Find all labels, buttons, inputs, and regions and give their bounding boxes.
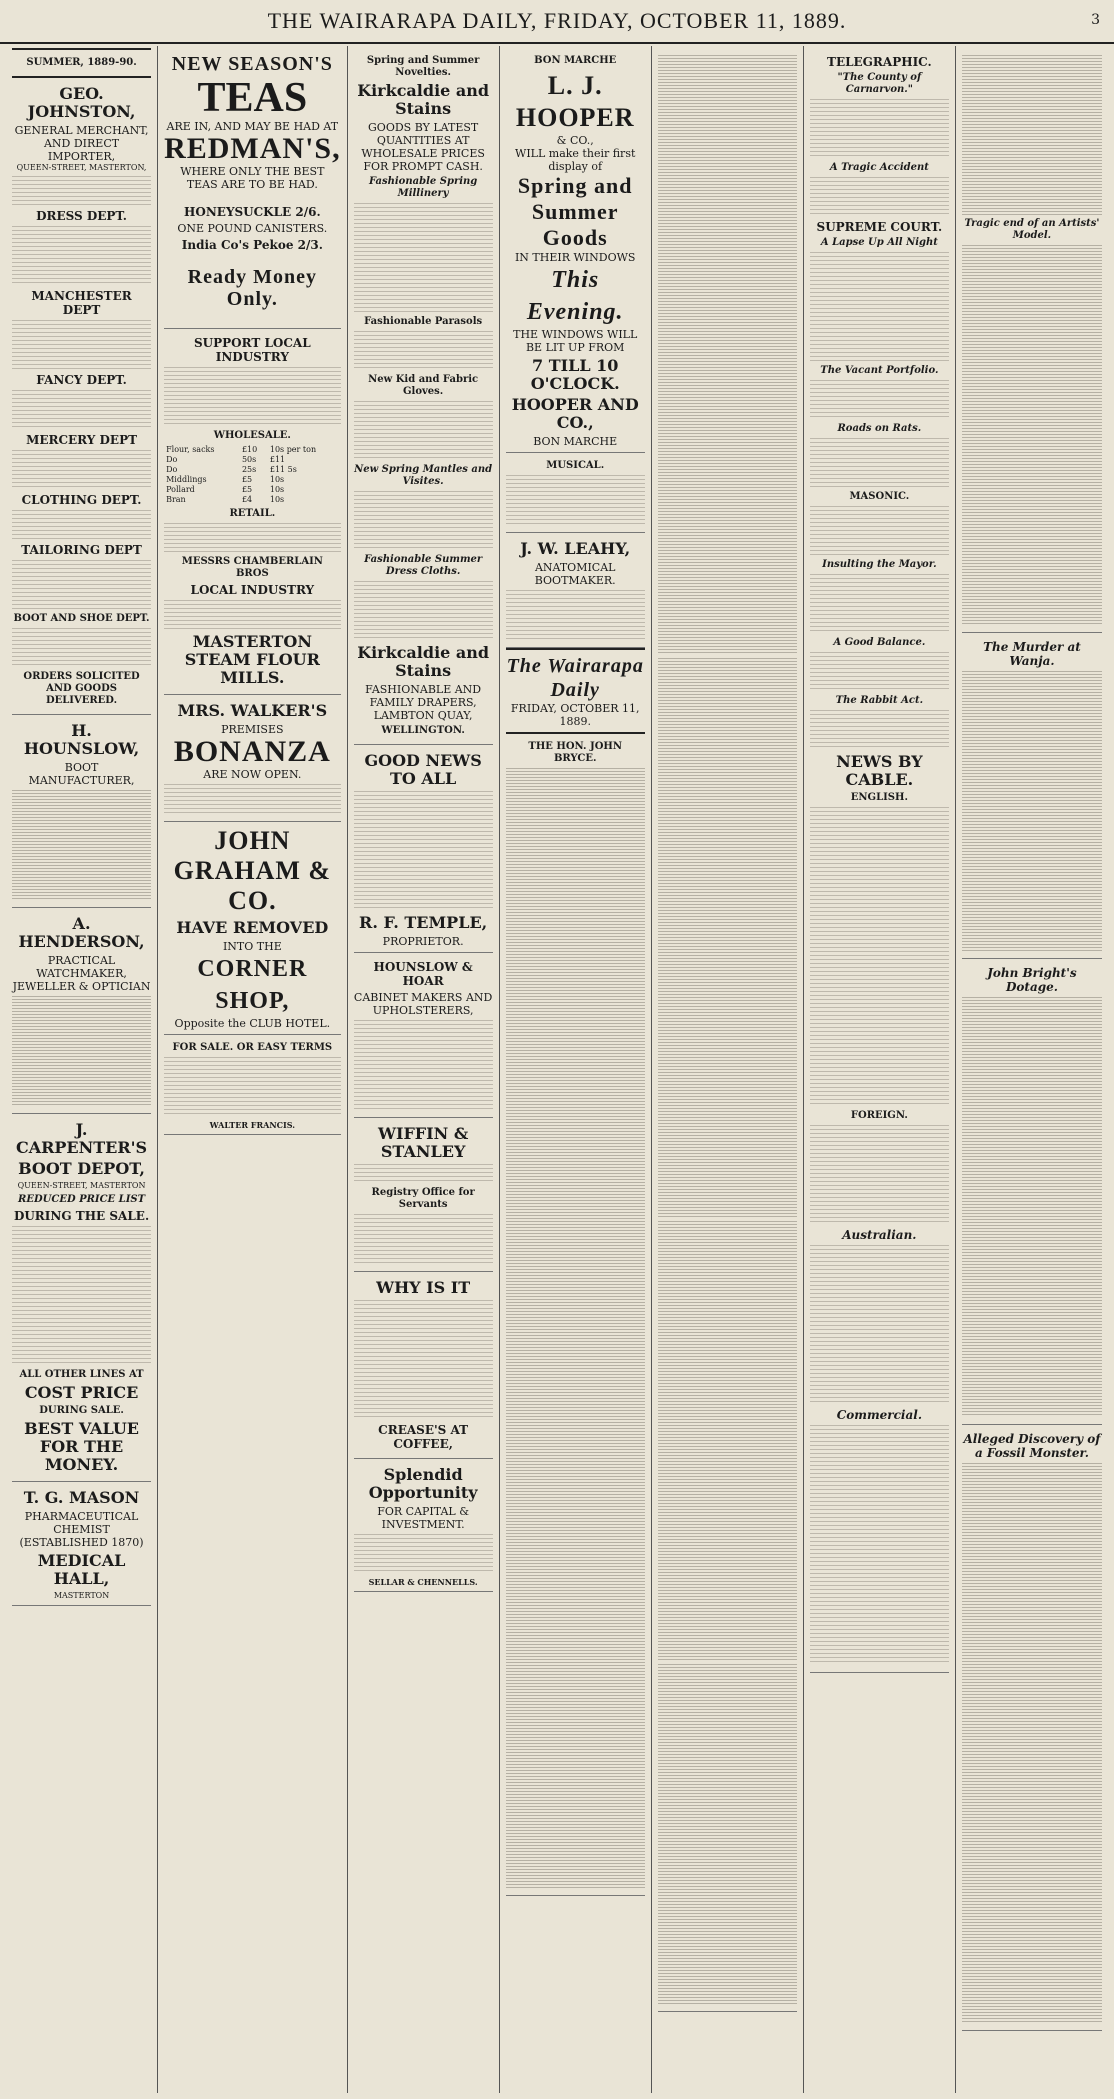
leahy-advert: J. W. LEAHY, ANATOMICAL BOOTMAKER.	[506, 533, 645, 648]
hounslow-hoar-advert: HOUNSLOW & HOAR CABINET MAKERS AND UPHOLSTERERS,	[354, 953, 493, 1118]
price-row	[164, 445, 341, 455]
price-cell: Pollard	[166, 485, 195, 494]
tragic-end-article: Tragic end of an Artists' Model.	[962, 48, 1102, 633]
newspaper-columns	[6, 46, 1108, 2093]
column-5	[652, 46, 804, 2093]
price-cell: Do	[166, 465, 178, 474]
price-cell: Bran	[166, 495, 186, 504]
editorial: THE HON. JOHN BRYCE.	[506, 734, 645, 1896]
kirkcaldie-advert: Spring and Summer Novelties. Kirkcaldie and Stains GOODS BY LATEST QUANTITIES AT WHOLESALE PRICES FOR PROMPT CASH. Fashionable Spring Millinery Fashionable Parasols New Kid and Fabric Gloves. New Spring Mantles and Visites. Fashionable Summer Dress Cloths. Kirkcaldie and Stains FASHIONABLE AND FAMILY DRAPERS, LAMBTON QUAY, WELLINGTON.	[354, 48, 493, 745]
price-cell: 10s	[269, 495, 285, 504]
price-cell: 10s	[269, 475, 285, 484]
telegraphic-section: TELEGRAPHIC. "The County of Carnarvon." A Tragic Accident SUPREME COURT. A Lapse Up All Night The Vacant Portfolio. Roads on Rats. MASONIC. Insulting the Mayor. A Good Balance. The Rabbit Act. NEWS BY CABLE. ENGLISH. FOREIGN. Australian. Commercial.	[810, 48, 949, 1673]
musical-notice: MUSICAL.	[506, 453, 645, 533]
price-row	[164, 495, 341, 505]
price-row	[164, 465, 341, 475]
carpenter-advert: J. CARPENTER'S BOOT DEPOT, QUEEN-STREET, MASTERTON REDUCED PRICE LIST DURING THE SALE. ALL OTHER LINES AT COST PRICE DURING SALE. BEST VALUE FOR THE MONEY.	[12, 1114, 151, 1482]
column-2	[158, 46, 348, 2093]
column-7	[956, 46, 1108, 2093]
price-cell: £10	[241, 445, 258, 454]
advertiser-name: GEO. JOHNSTON,	[27, 84, 136, 121]
henderson-advert: A. HENDERSON, PRACTICAL WATCHMAKER, JEWELLER & OPTICIAN	[12, 908, 151, 1114]
murder-article: The Murder at Wanja.	[962, 633, 1102, 959]
local-industry-advert: SUPPORT LOCAL INDUSTRY WHOLESALE. Flour, sacks £10 10s per ton Do 50s £11 Do 25s £11 5s Middlings £5 10s Pollard £5 10s Bran £4 10s RETAIL. MESSRS CHAMBERLAIN BROS LOCAL INDUSTRY MASTERTON STEAM FLOUR MILLS.	[164, 329, 341, 695]
price-cell: £5	[241, 485, 253, 494]
price-cell: £11 5s	[269, 465, 297, 474]
price-cell: £4	[241, 495, 253, 504]
price-row	[164, 475, 341, 485]
johnston-advert: GEO. JOHNSTON, GENERAL MERCHANT, AND DIRECT IMPORTER, QUEEN-STREET, MASTERTON, DRESS DEPT. MANCHESTER DEPT FANCY DEPT. MERCERY DEPT CLOTHING DEPT. TAILORING DEPT BOOT AND SHOE DEPT. ORDERS SOLICITED AND GOODS DELIVERED.	[12, 78, 151, 715]
crease-advert: WHY IS IT CREASE'S AT COFFEE,	[354, 1272, 493, 1459]
price-cell: £5	[241, 475, 253, 484]
column-3	[348, 46, 500, 2093]
price-cell: Flour, sacks	[166, 445, 215, 454]
column-6	[804, 46, 956, 2093]
price-cell: Do	[166, 455, 178, 464]
masthead	[0, 0, 1114, 44]
page-title: THE WAIRARAPA DAILY, FRIDAY, OCTOBER 11, 1889.	[267, 8, 847, 33]
price-cell: 10s	[269, 485, 285, 494]
summer-banner: SUMMER, 1889-90.	[12, 48, 151, 78]
monster-article: Alleged Discovery of a Fossil Monster.	[962, 1425, 1102, 2031]
page-number: 3	[1091, 12, 1100, 28]
sale-advert: FOR SALE. OR EASY TERMS WALTER FRANCIS.	[164, 1035, 341, 1135]
local-news	[658, 48, 797, 2012]
price-cell: £11	[269, 455, 286, 464]
bon-marche-advert: BON MARCHE L. J. HOOPER & CO., WILL make their first display of Spring and Summer Goods IN THEIR WINDOWS This Evening. THE WINDOWS WILL BE LIT UP FROM 7 TILL 10 O'CLOCK. HOOPER AND CO., BON MARCHE	[506, 48, 645, 453]
text-block	[12, 176, 151, 206]
price-row	[164, 455, 341, 465]
graham-advert: JOHN GRAHAM & CO. HAVE REMOVED INTO THE CORNER SHOP, Opposite the CLUB HOTEL.	[164, 822, 341, 1035]
column-4	[500, 46, 652, 2093]
price-cell: 10s per ton	[269, 445, 317, 454]
price-cell: 50s	[241, 455, 257, 464]
column-1	[6, 46, 158, 2093]
bright-article: John Bright's Dotage.	[962, 959, 1102, 1425]
wiffin-advert: WIFFIN & STANLEY Registry Office for Servants	[354, 1118, 493, 1272]
mason-advert: T. G. MASON PHARMACEUTICAL CHEMIST (ESTABLISHED 1870) MEDICAL HALL, MASTERTON	[12, 1482, 151, 1606]
price-row	[164, 485, 341, 495]
walker-advert: MRS. WALKER'S PREMISES BONANZA ARE NOW OPEN.	[164, 695, 341, 822]
hounslow-advert: H. HOUNSLOW, BOOT MANUFACTURER,	[12, 715, 151, 908]
temple-advert: GOOD NEWS TO ALL R. F. TEMPLE, PROPRIETOR.	[354, 745, 493, 953]
price-cell: Middlings	[166, 475, 207, 484]
opportunity-advert: Splendid Opportunity FOR CAPITAL & INVESTMENT. SELLAR & CHENNELLS.	[354, 1459, 493, 1592]
price-table	[164, 445, 341, 505]
price-cell: 25s	[241, 465, 257, 474]
editorial-header: The Wairarapa Daily FRIDAY, OCTOBER 11, 1889.	[506, 648, 645, 734]
redman-advert: NEW SEASON'S TEAS ARE IN, AND MAY BE HAD AT REDMAN'S, WHERE ONLY THE BEST TEAS ARE TO BE HAD. HONEYSUCKLE 2/6. ONE POUND CANISTERS. India Co's Pekoe 2/3. Ready Money Only.	[164, 48, 341, 329]
